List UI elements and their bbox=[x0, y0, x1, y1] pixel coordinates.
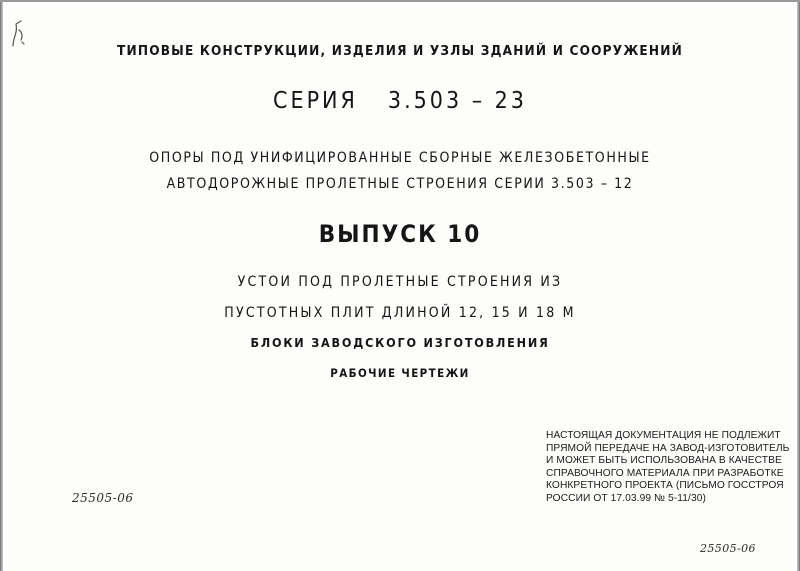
issue-title: ВЫПУСК 10 bbox=[318, 220, 482, 248]
notice-line: НАСТОЯЩАЯ ДОКУМЕНТАЦИЯ НЕ ПОДЛЕЖИТ bbox=[546, 430, 781, 441]
usage-notice-stamp bbox=[546, 430, 790, 506]
series-label: СЕРИЯ bbox=[273, 88, 358, 114]
notice-line: СПРАВОЧНОГО МАТЕРИАЛА ПРИ РАЗРАБОТКЕ bbox=[546, 467, 784, 479]
document-type: РАБОЧИЕ ЧЕРТЕЖИ bbox=[330, 366, 470, 380]
notice-line: И МОЖЕТ БЫТЬ ИСПОЛЬЗОВАНА В КАЧЕСТВЕ bbox=[546, 455, 782, 467]
category-heading: ТИПОВЫЕ КОНСТРУКЦИИ, ИЗДЕЛИЯ И УЗЛЫ ЗДАНИЙ И СООРУЖЕНИЙ bbox=[116, 43, 683, 59]
notice-line: РОССИИ ОТ 17.03.99 № 5-11/30) bbox=[546, 492, 706, 504]
inventory-number-left: 25505-06 bbox=[72, 491, 134, 505]
scan-edge-top bbox=[0, 0, 800, 2]
series-number: 3.503 – 23 bbox=[387, 88, 527, 114]
series-heading bbox=[0, 88, 800, 114]
issue-description-line-1: УСТОИ ПОД ПРОЛЕТНЫЕ СТРОЕНИЯ ИЗ bbox=[237, 274, 563, 290]
issue-description-line-3: БЛОКИ ЗАВОДСКОГО ИЗГОТОВЛЕНИЯ bbox=[250, 335, 550, 350]
subject-line-2: АВТОДОРОЖНЫЕ ПРОЛЕТНЫЕ СТРОЕНИЯ СЕРИИ 3.503 – 12 bbox=[166, 176, 634, 192]
issue-description-line-2: ПУСТОТНЫХ ПЛИТ ДЛИНОЙ 12, 15 И 18 М bbox=[224, 305, 576, 321]
notice-line: ПРЯМОЙ ПЕРЕДАЧЕ НА ЗАВОД-ИЗГОТОВИТЕЛЬ bbox=[546, 442, 790, 454]
inventory-number-bottom-right: 25505-06 bbox=[700, 542, 756, 555]
notice-line: КОНКРЕТНОГО ПРОЕКТА (ПИСЬМО ГОССТРОЯ bbox=[546, 480, 784, 492]
subject-line-1: ОПОРЫ ПОД УНИФИЦИРОВАННЫЕ СБОРНЫЕ ЖЕЛЕЗОБЕТОННЫЕ bbox=[149, 150, 651, 166]
